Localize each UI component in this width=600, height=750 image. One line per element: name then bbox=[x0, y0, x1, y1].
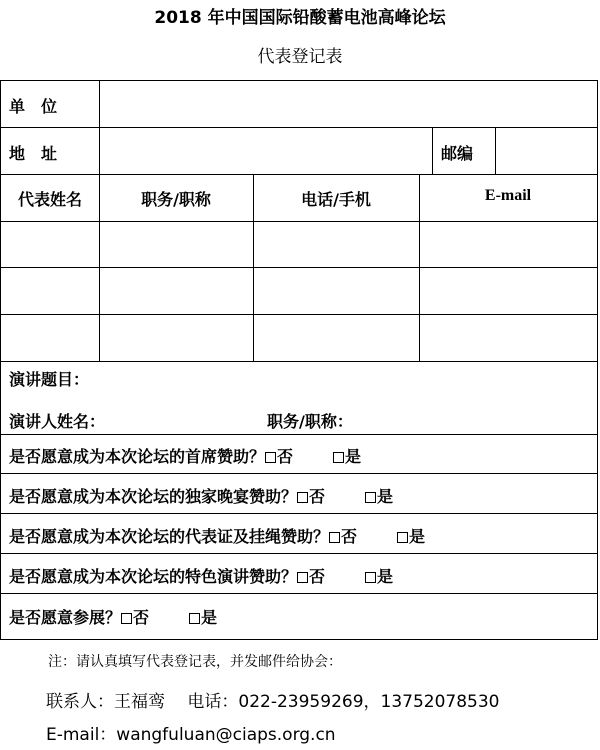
checkbox-icon[interactable] bbox=[365, 572, 376, 583]
row-divider bbox=[1, 553, 597, 554]
postcode-field[interactable] bbox=[496, 128, 597, 173]
form-title: 2018 年中国国际铅酸蓄电池高峰论坛 bbox=[154, 8, 446, 28]
row-divider bbox=[1, 361, 597, 362]
question-text: 是否愿意成为本次论坛的独家晚宴赞助？ bbox=[9, 487, 298, 506]
row-divider bbox=[1, 593, 597, 594]
row-divider bbox=[1, 434, 597, 435]
option-no[interactable]: 否 bbox=[265, 444, 293, 467]
column-header-position: 职务/职称 bbox=[141, 190, 211, 209]
speech-title-label: 演讲题目： bbox=[9, 370, 90, 389]
question-row bbox=[9, 444, 361, 467]
column-header-phone: 电话/手机 bbox=[301, 190, 371, 209]
checkbox-icon[interactable] bbox=[397, 532, 408, 543]
table-row[interactable] bbox=[1, 222, 597, 267]
checkbox-icon[interactable] bbox=[329, 532, 340, 543]
form-subtitle: 代表登记表 bbox=[257, 47, 343, 67]
row-divider bbox=[1, 174, 597, 175]
option-no[interactable]: 否 bbox=[329, 524, 357, 547]
column-divider bbox=[432, 127, 433, 174]
question-row bbox=[9, 605, 217, 628]
speaker-name-label: 演讲人姓名： bbox=[9, 412, 106, 431]
postcode-label: 邮编 bbox=[441, 144, 474, 163]
unit-label: 单 位 bbox=[9, 97, 58, 116]
checkbox-icon[interactable] bbox=[297, 492, 308, 503]
question-row bbox=[9, 524, 425, 547]
footer-note: 注：请认真填写代表登记表，并发邮件给协会： bbox=[48, 654, 342, 670]
unit-field[interactable] bbox=[100, 82, 597, 126]
question-row bbox=[9, 564, 393, 587]
speaker-position-label: 职务/职称： bbox=[267, 412, 353, 431]
option-yes[interactable]: 是 bbox=[397, 524, 425, 547]
checkbox-icon[interactable] bbox=[333, 452, 344, 463]
option-yes[interactable]: 是 bbox=[365, 564, 393, 587]
question-row bbox=[9, 484, 393, 507]
option-yes[interactable]: 是 bbox=[189, 605, 217, 628]
option-no[interactable]: 否 bbox=[297, 564, 325, 587]
question-text: 是否愿意成为本次论坛的代表证及挂绳赞助？ bbox=[9, 527, 330, 546]
option-no[interactable]: 否 bbox=[121, 605, 149, 628]
registration-form bbox=[0, 80, 598, 640]
address-label: 地 址 bbox=[9, 144, 58, 163]
row-divider bbox=[1, 513, 597, 514]
row-divider bbox=[1, 473, 597, 474]
table-row[interactable] bbox=[1, 315, 597, 361]
column-header-email: E-mail bbox=[484, 187, 532, 204]
question-text: 是否愿意参展？ bbox=[9, 608, 122, 627]
question-text: 是否愿意成为本次论坛的特色演讲赞助？ bbox=[9, 567, 298, 586]
checkbox-icon[interactable] bbox=[121, 613, 132, 624]
question-text: 是否愿意成为本次论坛的首席赞助？ bbox=[9, 447, 266, 466]
checkbox-icon[interactable] bbox=[365, 492, 376, 503]
checkbox-icon[interactable] bbox=[297, 572, 308, 583]
option-yes[interactable]: 是 bbox=[333, 444, 361, 467]
address-field[interactable] bbox=[100, 128, 431, 173]
contact-line: 联系人：王福鸾 电话：022-23959269，13752078530 bbox=[46, 692, 500, 712]
option-yes[interactable]: 是 bbox=[365, 484, 393, 507]
column-header-name: 代表姓名 bbox=[17, 190, 82, 209]
email-line: E-mail：wangfuluan@ciaps.org.cn bbox=[46, 725, 336, 745]
checkbox-icon[interactable] bbox=[189, 613, 200, 624]
option-no[interactable]: 否 bbox=[297, 484, 325, 507]
checkbox-icon[interactable] bbox=[265, 452, 276, 463]
table-row[interactable] bbox=[1, 268, 597, 314]
